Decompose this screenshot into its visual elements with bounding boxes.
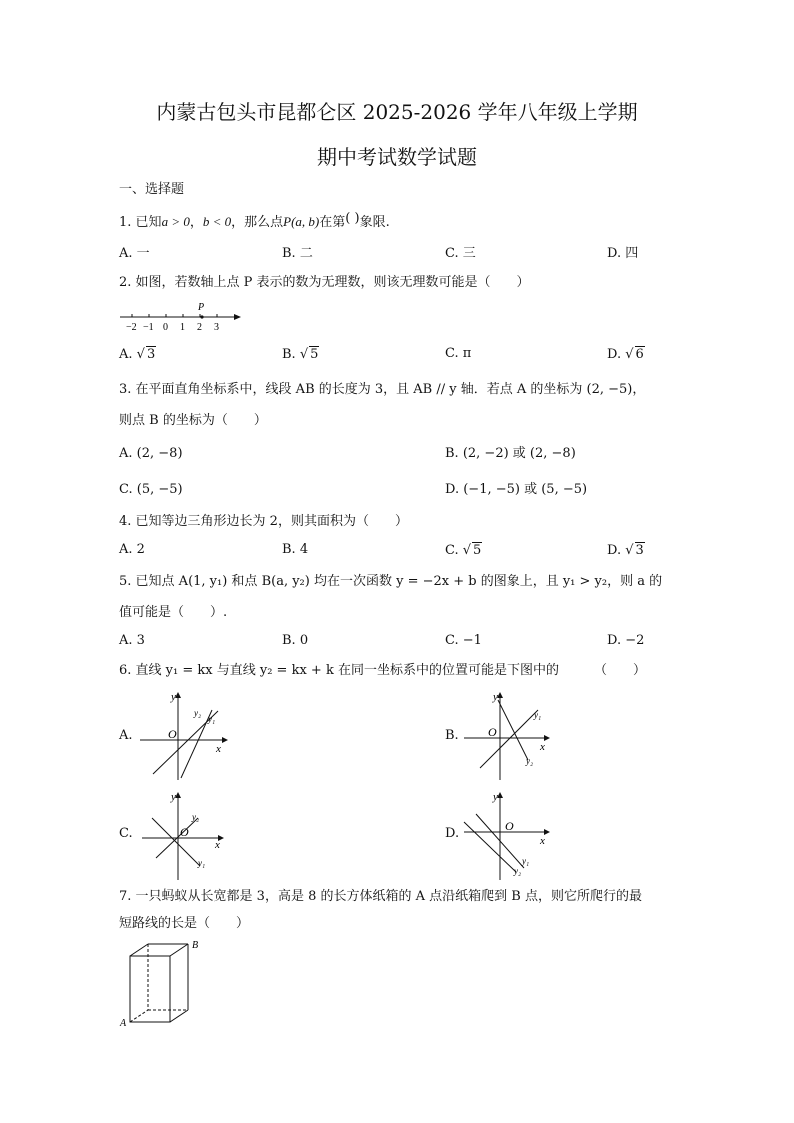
line-label-y1: y₁ [522,856,530,866]
question-7 [119,889,642,905]
option-label: D. [607,633,622,648]
doc-title-line1: 内蒙古包头市昆都仑区 2025-2026 学年八年级上学期 [156,100,638,124]
option-label: C. [445,346,459,361]
option-value: 二 [299,246,313,261]
q2-num: 2. [119,275,132,290]
axis-tick-label: 1 [180,322,185,333]
option-label: C. [119,482,133,497]
line-label-y1: y₁ [198,858,206,868]
option-label: C. [445,246,459,261]
option-label: A. [119,347,133,362]
graph-option-d [460,788,555,883]
question-5 [119,574,662,590]
option-label: B. [445,446,459,461]
q1-option-a [119,246,150,262]
q2-option-a: A. √ 3 [119,347,156,362]
question-1 [119,211,390,231]
option-label: A. [119,446,133,461]
axis-tick-label: −2 [126,322,137,333]
q3-option-c [119,482,183,498]
q3-option-a [119,446,183,462]
q5-line1: 已知点 A(1, y₁) 和点 B(a, y₂) 均在一次函数 y = −2x + b 的图象上，且 y₁ > y₂，则 a 的 [135,574,663,589]
x-axis-label: x [540,741,545,753]
number-line-figure [118,298,243,334]
axis-tick-label: −1 [143,322,154,333]
q1-text-b: ，那么点 [231,215,284,230]
q5-num: 5. [119,574,132,589]
option-value: 3 [635,543,644,558]
q3-option-d [445,482,587,498]
q4-text: 已知等边三角形边长为 2，则其面积为（ ） [135,514,408,529]
option-label: A. [119,246,133,261]
option-label: D. [607,347,622,362]
line-label-y2: y₂ [526,756,534,766]
q6-option-d-label: D. [445,826,460,841]
q4-option-c: C. √ 5 [445,543,482,558]
option-value: 三 [462,246,476,261]
q5-line2: 值可能是（ ）. [119,605,228,620]
cuboid-figure [118,938,208,1030]
axis-tick-label: 2 [197,322,202,333]
q1-option-b [282,246,313,262]
option-value: (5, −5) [136,482,183,497]
option-value: −1 [462,633,482,648]
option-label: D. [445,482,460,497]
option-label: C. [445,633,459,648]
doc-title-line2: 期中考试数学试题 [317,145,477,169]
q5-option-d [607,633,644,649]
option-value: (2, −2) 或 (2, −8) [462,446,576,461]
q3-line2: 则点 B 的坐标为（ ） [119,413,267,428]
q1-text-a: 已知 [135,215,162,230]
x-axis-label: x [215,839,220,851]
option-label: B. [282,633,296,648]
q3-option-b [445,446,576,462]
option-label: B. [282,542,296,557]
q6-option-a-label: A. [119,728,133,743]
q6-option-c-label: C. [119,826,133,841]
q1-point: P(a, b) [283,214,320,229]
axis-point-label: P [198,302,205,313]
q2-option-c [445,346,471,362]
option-value: 4 [299,542,309,557]
y-axis-label: y [171,691,176,703]
y-axis-label: y [171,791,176,803]
graph-option-c [138,788,233,883]
option-value: 6 [635,347,644,362]
x-axis-label: x [216,743,221,755]
y-axis-label: y [493,691,498,703]
origin-label: O [168,727,177,741]
q4-num: 4. [119,514,132,529]
q3-line1: 在平面直角坐标系中，线段 AB 的长度为 3，且 AB // y 轴．若点 A 的坐标为 (2, −5)， [135,382,646,397]
q7-line2: 短路线的长是（ ） [119,916,250,931]
option-value: 0 [299,633,309,648]
q6-paren: （ ） [594,663,647,678]
line-label-y2: y₂ [514,866,522,876]
option-label: B. [282,347,296,362]
q2-option-d: D. √ 6 [607,347,644,362]
line-label-y1: y₁ [208,714,216,724]
q1-cond2: b < 0 [202,214,232,229]
graph-option-a [138,688,233,783]
section-heading: 一、选择题 [119,182,185,197]
q1-text-c: 在第 [319,215,346,230]
graph-option-b [460,688,555,783]
q5-option-c [445,633,482,649]
question-4 [119,514,408,530]
option-value: 一 [136,246,150,261]
question-6 [119,663,559,679]
x-axis-label: x [540,835,545,847]
q1-option-c [445,246,476,262]
origin-label: O [488,725,497,739]
q5-option-b [282,633,308,649]
q4-option-a [119,542,145,558]
line-label-y2: y₂ [192,812,200,822]
q1-sep: ， [189,215,203,230]
option-value: 5 [310,347,319,362]
question-2 [119,275,530,291]
q7-num: 7. [119,889,132,904]
option-label: C. [445,543,459,558]
q1-paren: ( ) [345,211,360,226]
axis-tick-label: 3 [214,322,219,333]
y-axis-label: y [493,791,498,803]
origin-label: O [180,825,189,839]
option-value: 3 [146,347,156,362]
point-a-label: A [120,1018,127,1029]
q1-cond1: a > 0 [161,214,190,229]
option-label: D. [607,543,622,558]
q6-num: 6. [119,663,132,678]
line-label-y2: y₂ [194,708,202,718]
option-value: π [462,346,472,361]
origin-label: O [505,819,514,833]
option-value: (−1, −5) 或 (5, −5) [463,482,588,497]
q2-text: 如图，若数轴上点 P 表示的数为无理数，则该无理数可能是（ ） [135,275,530,290]
q4-option-d: D. √ 3 [607,543,644,558]
q7-line1: 一只蚂蚁从长宽都是 3，高是 8 的长方体纸箱的 A 点沿纸箱爬到 B 点，则它所爬行的最 [135,889,642,904]
question-3 [119,382,645,398]
q5-option-a [119,633,145,649]
option-value: 3 [136,633,145,648]
option-value: 2 [136,542,145,557]
line-label-y1: y₁ [534,710,542,720]
q1-num: 1. [119,215,132,230]
q3-num: 3. [119,382,132,397]
q1-option-d [607,246,638,262]
q4-option-b [282,542,308,558]
q1-text-d: 象限. [359,215,390,230]
option-value: (2, −8) [136,446,183,461]
point-b-label: B [192,940,199,951]
option-value: 四 [625,246,639,261]
option-label: B. [282,246,296,261]
option-label: A. [119,542,133,557]
option-value: −2 [625,633,645,648]
option-value: 5 [473,543,482,558]
option-label: A. [119,633,133,648]
q6-option-b-label: B. [445,728,459,743]
q6-text: 直线 y₁ = kx 与直线 y₂ = kx + k 在同一坐标系中的位置可能是下图中的 [135,663,559,678]
axis-tick-label: 0 [163,322,168,333]
option-label: D. [607,246,622,261]
q2-option-b: B. √ 5 [282,347,319,362]
